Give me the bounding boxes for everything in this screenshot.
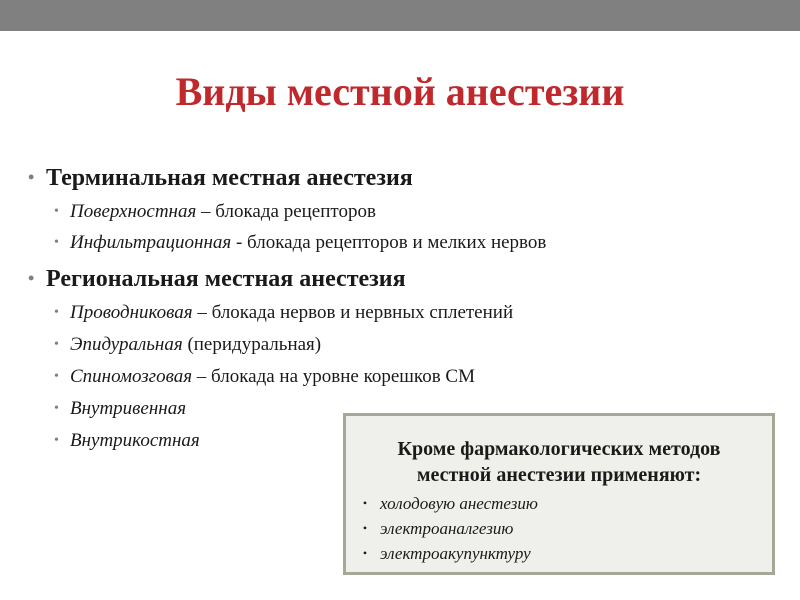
list-item bbox=[54, 332, 321, 358]
callout-list bbox=[350, 491, 538, 566]
slide-title: Виды местной анестезии bbox=[175, 69, 625, 114]
bullet-icon: • bbox=[54, 369, 59, 384]
item-desc: – блокада нервов и нервных сплетений bbox=[192, 302, 514, 323]
item-desc: – блокада на уровне корешков СМ bbox=[192, 366, 475, 387]
bullet-icon: • bbox=[54, 433, 59, 448]
item-desc: - блокада рецепторов и мелких нервов bbox=[231, 232, 547, 253]
bullet-icon: • bbox=[54, 235, 59, 250]
list-item bbox=[54, 364, 475, 390]
top-bar bbox=[0, 0, 800, 31]
callout-item bbox=[350, 516, 538, 541]
item-term: Инфильтрационная bbox=[70, 232, 232, 253]
callout-box bbox=[343, 413, 775, 575]
bullet-icon: • bbox=[362, 496, 368, 510]
bullet-icon: • bbox=[54, 204, 59, 219]
item-term: Эпидуральная bbox=[70, 334, 183, 355]
callout-item-label: электроакупунктуру bbox=[380, 544, 531, 563]
item-term: Внутривенная bbox=[70, 398, 187, 419]
callout-item-label: электроаналгезию bbox=[380, 519, 514, 538]
section-heading-terminal bbox=[28, 162, 413, 193]
bullet-icon: • bbox=[54, 337, 59, 352]
callout-item-label: холодовую анестезию bbox=[380, 494, 538, 513]
section-heading-regional bbox=[28, 263, 406, 294]
bullet-icon: • bbox=[362, 546, 368, 560]
list-item bbox=[54, 428, 200, 454]
item-desc: (перидуральная) bbox=[182, 334, 322, 355]
section-heading-label: Региональная местная анестезия bbox=[46, 266, 406, 292]
item-term: Поверхностная bbox=[70, 201, 197, 222]
callout-title bbox=[346, 436, 772, 488]
bullet-icon: • bbox=[54, 305, 59, 320]
list-item bbox=[54, 199, 376, 225]
list-item bbox=[54, 300, 513, 326]
list-item bbox=[54, 230, 546, 256]
bullet-icon: • bbox=[54, 401, 59, 416]
bullet-icon: • bbox=[28, 268, 35, 288]
callout-item bbox=[350, 541, 538, 566]
section-heading-label: Терминальная местная анестезия bbox=[46, 165, 413, 191]
callout-title-line: местной анестезии применяют: bbox=[416, 464, 702, 486]
item-term: Внутрикостная bbox=[70, 430, 200, 451]
bullet-icon: • bbox=[28, 167, 35, 187]
item-term: Проводниковая bbox=[70, 302, 193, 323]
callout-item bbox=[350, 491, 538, 516]
list-item bbox=[54, 396, 186, 422]
bullet-icon: • bbox=[362, 521, 368, 535]
item-desc: – блокада рецепторов bbox=[196, 201, 376, 222]
callout-title-line: Кроме фармакологических методов bbox=[397, 438, 721, 460]
item-term: Спиномозговая bbox=[70, 366, 193, 387]
